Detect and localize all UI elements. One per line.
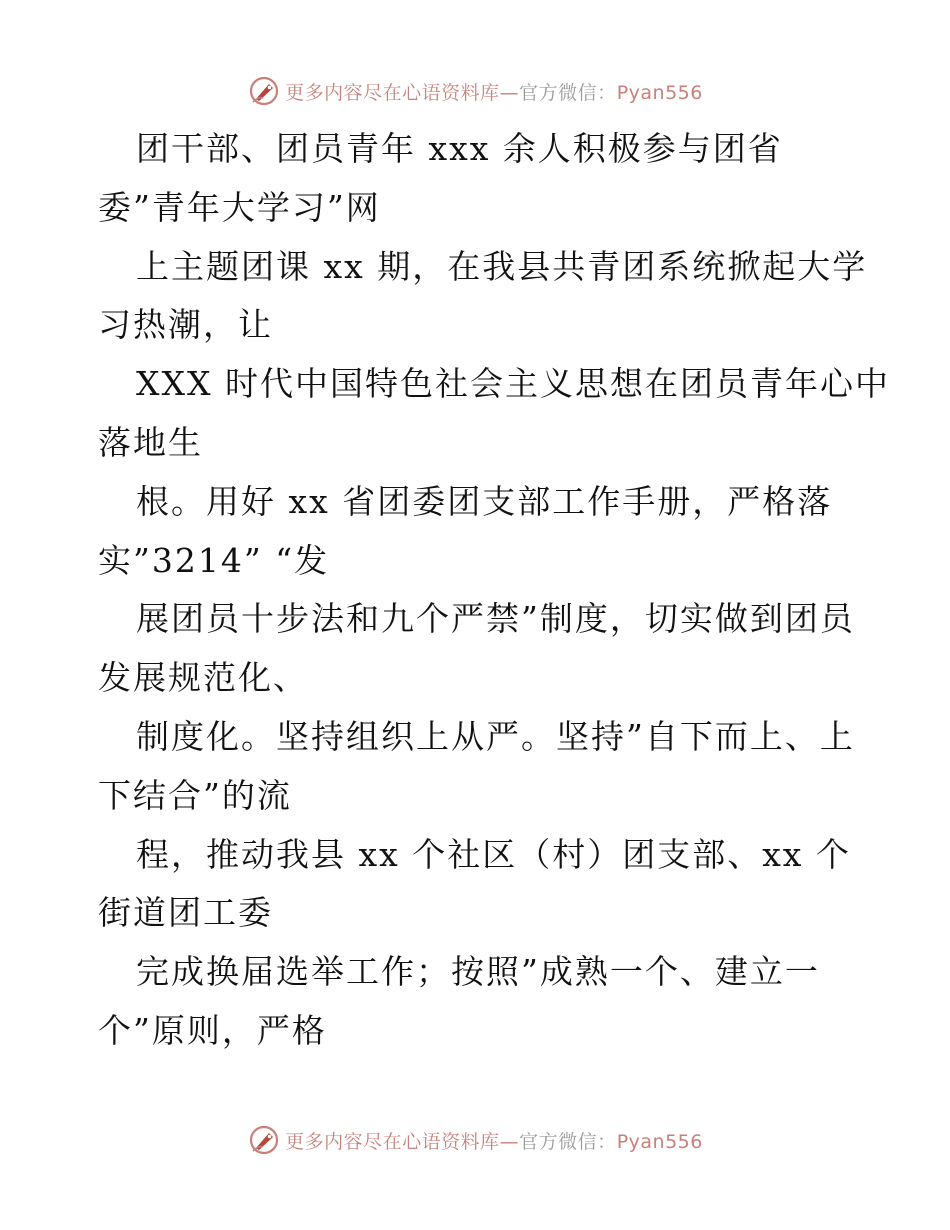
document-body (98, 120, 890, 1061)
body-line: 习热潮，让 (98, 305, 273, 345)
body-line: 实”3214” “发 (98, 540, 330, 580)
body-line: 根。用好 xx 省团委团支部工作手册，严格落 (136, 481, 833, 521)
body-line: 团干部、团员青年 xxx 余人积极参与团省 (136, 129, 783, 168)
footer-watermark (0, 1120, 950, 1160)
pen-nib-logo-icon (247, 74, 281, 108)
body-line: 程，推动我县 xx 个社区（村）团支部、xx 个 (136, 834, 851, 874)
watermark-dash: — (499, 81, 520, 104)
body-line: 发展规范化、 (98, 658, 308, 698)
body-line: 下结合”的流 (98, 775, 292, 815)
watermark-wechat-id: Pyan556 (616, 1130, 703, 1153)
header-watermark (0, 71, 950, 111)
watermark-dash: — (499, 1130, 520, 1153)
body-line: 个”原则，严格 (98, 1010, 327, 1050)
watermark-wechat-label: 官方微信： (519, 81, 617, 104)
body-line: 制度化。坚持组织上从严。坚持”自下而上、上 (136, 716, 855, 756)
watermark-wechat-label: 官方微信： (519, 1130, 617, 1153)
body-line: XXX 时代中国特色社会主义思想在团员青年心中 (136, 364, 890, 404)
body-line: 委”青年大学习”网 (98, 187, 381, 227)
body-line: 完成换届选举工作；按照”成熟一个、建立一 (136, 952, 820, 992)
body-line: 落地生 (98, 422, 203, 462)
pen-nib-logo-icon (247, 1123, 281, 1157)
body-line: 街道团工委 (98, 893, 273, 933)
watermark-wechat-id: Pyan556 (616, 81, 703, 104)
watermark-text (285, 1127, 703, 1154)
watermark-text (285, 78, 703, 105)
watermark-main-text: 更多内容尽在心语资料库 (285, 1130, 500, 1153)
watermark-main-text: 更多内容尽在心语资料库 (285, 81, 500, 104)
body-line: 上主题团课 xx 期，在我县共青团系统掀起大学 (136, 246, 868, 286)
body-line: 展团员十步法和九个严禁”制度，切实做到团员 (136, 599, 855, 639)
